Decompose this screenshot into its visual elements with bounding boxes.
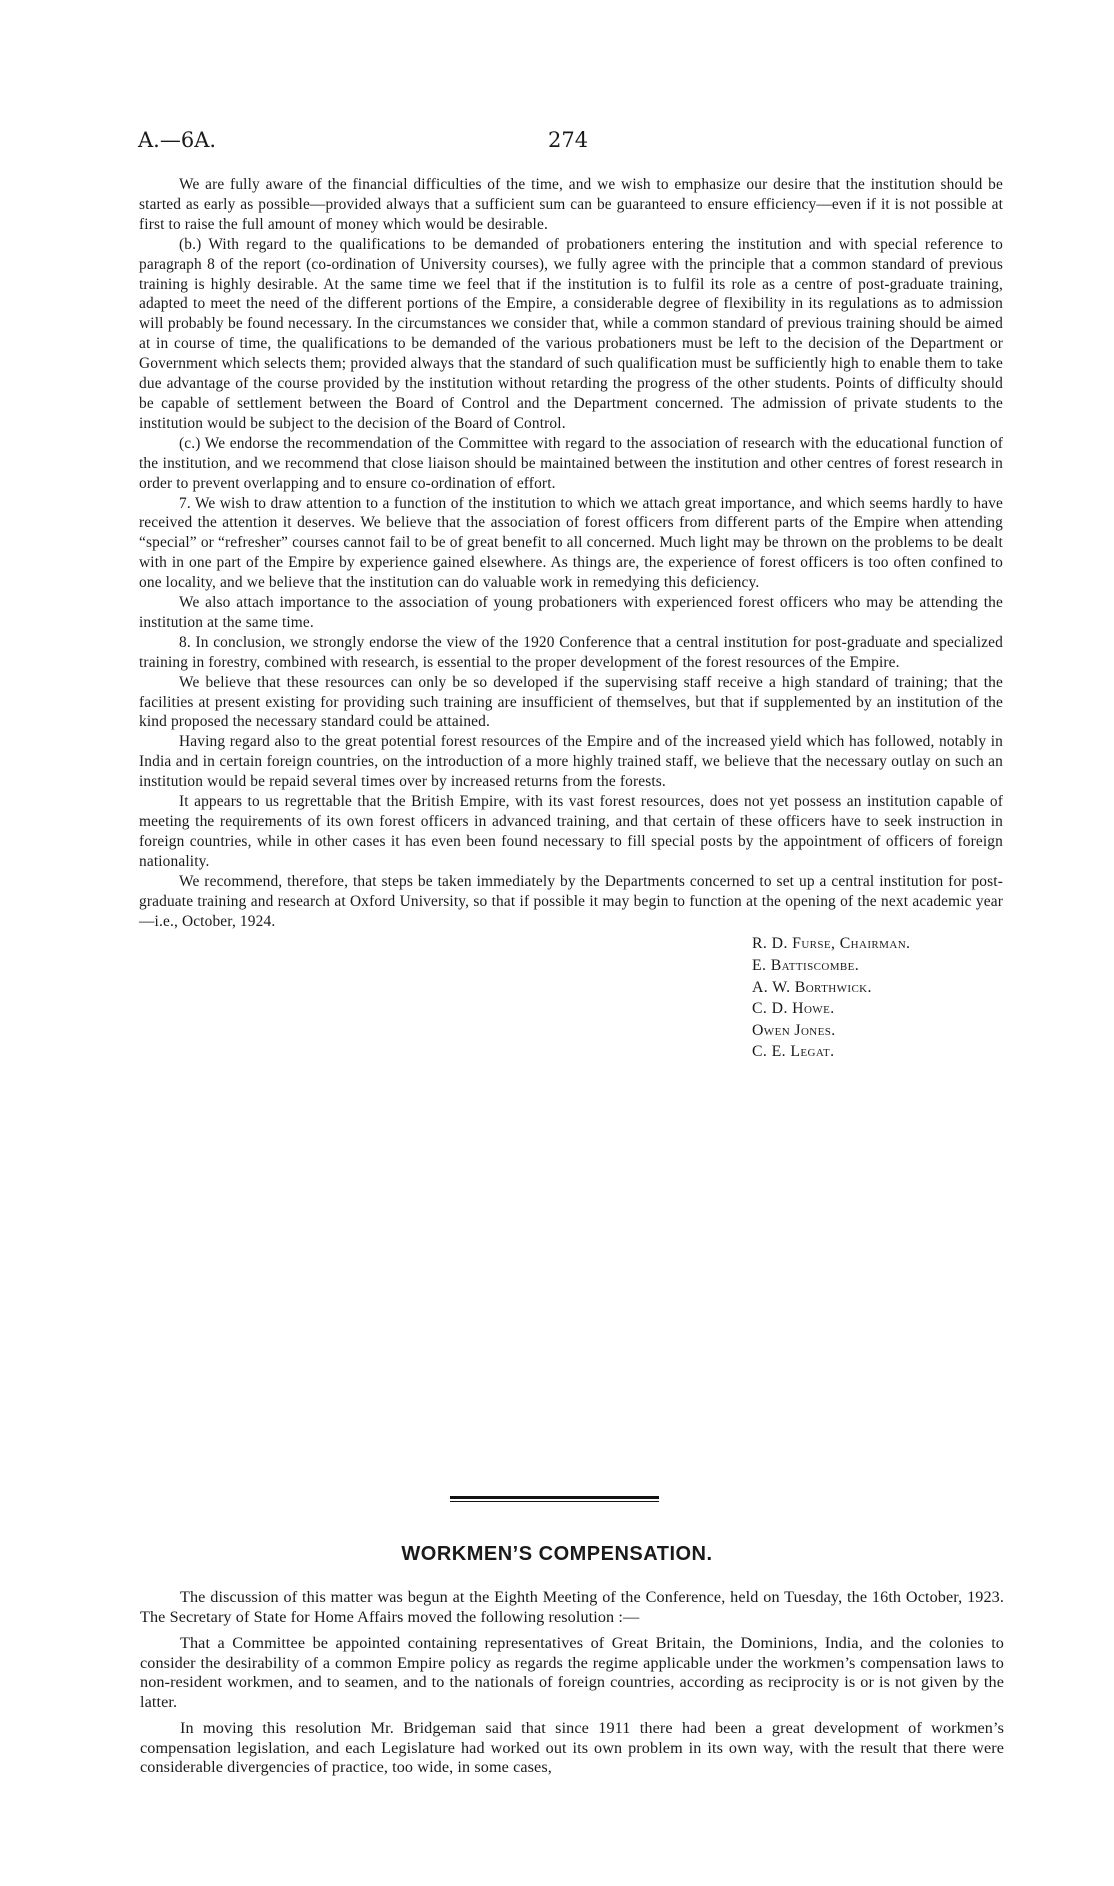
page-number: 274: [548, 128, 589, 152]
paragraph: 7. We wish to draw attention to a function of the institution to which we attach great importance, and which seems hardly to have received the attention it deserves. We believe that the association of forest officers from different parts of the Empire when attending “special” or “refresher” courses cannot fail to be of great benefit to all concerned. Much light may be thrown on the problems to be dealt with in one part of the Empire by experience gained elsewhere. As things are, the experience of forest officers is too often confined to one locality, and we believe that the institution can do valuable work in remedying this deficiency.: [139, 494, 1003, 592]
paragraph: We are fully aware of the financial difficulties of the time, and we wish to emphasize our desire that the institution should be started as early as possible—provided always that a sufficient sum can be guaranteed to ensure efficiency—even if it is not possible at first to raise the full amount of money which would be desirable.: [139, 176, 1003, 233]
signatory: Owen Jones.: [752, 1021, 836, 1039]
paragraph: Having regard also to the great potential forest resources of the Empire and of the increased yield which has followed, notably in India and in certain foreign countries, on the introduction of a more highly trained staff, we believe that the necessary outlay on such an institution would be repaid several times over by increased returns from the forests.: [139, 733, 1003, 791]
divider-thick-rule: [450, 1496, 659, 1499]
paragraph: 8. In conclusion, we strongly endorse the view of the 1920 Conference that a central institution for post-graduate and specialized training in forestry, combined with research, is essential to the proper development of the forest resources of the Empire.: [139, 633, 1003, 671]
signatory: E. Battiscombe.: [752, 957, 860, 975]
section-heading: WORKMEN’S COMPENSATION.: [401, 1543, 713, 1565]
paragraph: In moving this resolution Mr. Bridgeman said that since 1911 there had been a great development of workmen’s compensation legislation, and each Legislature had worked out its own problem in its own way, with the result that there were considerable divergencies of practice, too wide, in some cases,: [140, 1719, 1004, 1776]
paragraph: (b.) With regard to the qualifications to be demanded of probationers entering the institution and with special reference to paragraph 8 of the report (co-ordination of University courses), we fully agree with the principle that a common standard of previous training is highly desirable. At the same time we feel that if the institution is to fulfil its role as a centre of post-graduate training, adapted to meet the need of the different portions of the Empire, a considerable degree of flexibility in its regulations as to admission will probably be found necessary. In the circumstances we consider that, while a common standard of previous training should be aimed at in course of time, the qualifications to be demanded of the various probationers must be left to the decision of the Department or Government which selects them; provided always that the standard of such qualification must be sufficiently high to enable them to take due advantage of the course provided by the institution without retarding the progress of the other students. Points of difficulty should be capable of settlement between the Board of Control and the Department concerned. The admission of private students to the institution would be subject to the decision of the Board of Control.: [139, 235, 1003, 432]
paragraph: We believe that these resources can only be so developed if the supervising staff receive a high standard of training; that the facilities at present existing for providing such training are insufficient of themselves, but that if supplemented by an institution of the kind proposed the necessary standard could be attained.: [139, 673, 1003, 731]
divider-thin-rule: [450, 1501, 659, 1502]
signatory: C. E. Legat.: [752, 1043, 835, 1061]
section-divider: [450, 1496, 659, 1502]
paragraph: (c.) We endorse the recommendation of the Committee with regard to the association of research with the educational function of the institution, and we recommend that close liaison should be maintained between the institution and other centres of forest research in order to prevent overlapping and to ensure co-ordination of effort.: [139, 434, 1003, 492]
paragraph: The discussion of this matter was begun at the Eighth Meeting of the Conference, held on Tuesday, the 16th October, 1923. The Secretary of State for Home Affairs moved the following resolution :—: [140, 1588, 1004, 1626]
signatory: A. W. Borthwick.: [752, 978, 872, 996]
report-body: [139, 175, 1003, 1063]
paragraph: We recommend, therefore, that steps be taken immediately by the Departments concerned to set up a central institution for post-graduate training and research at Oxford University, so that if possible it may begin to function at the opening of the next academic year—i.e., October, 1924.: [139, 872, 1003, 930]
paragraph: It appears to us regrettable that the British Empire, with its vast forest resources, does not yet possess an institution capable of meeting the requirements of its own forest officers in advanced training, and that certain of these officers have to seek instruction in foreign countries, while in other cases it has even been found necessary to fill special posts by the appointment of officers of foreign nationality.: [139, 793, 1003, 870]
section-body: [140, 1588, 1004, 1785]
resolution-text: That a Committee be appointed containing representatives of Great Britain, the Dominions, India, and the colonies to consider the desirability of a common Empire policy as regards the regime applicable under the workmen’s compensation laws to non-resident workmen, and to seamen, and to the nationals of foreign countries, according as reciprocity is or is not given by the latter.: [140, 1634, 1004, 1711]
paragraph: We also attach importance to the association of young probationers with experienced forest officers who may be attending the institution at the same time.: [139, 594, 1003, 631]
document-reference: A.—6A.: [138, 128, 217, 152]
signature-block: [139, 933, 1003, 1063]
signatory: C. D. Howe.: [752, 1000, 835, 1018]
signatory: R. D. Furse, Chairman.: [752, 935, 911, 953]
